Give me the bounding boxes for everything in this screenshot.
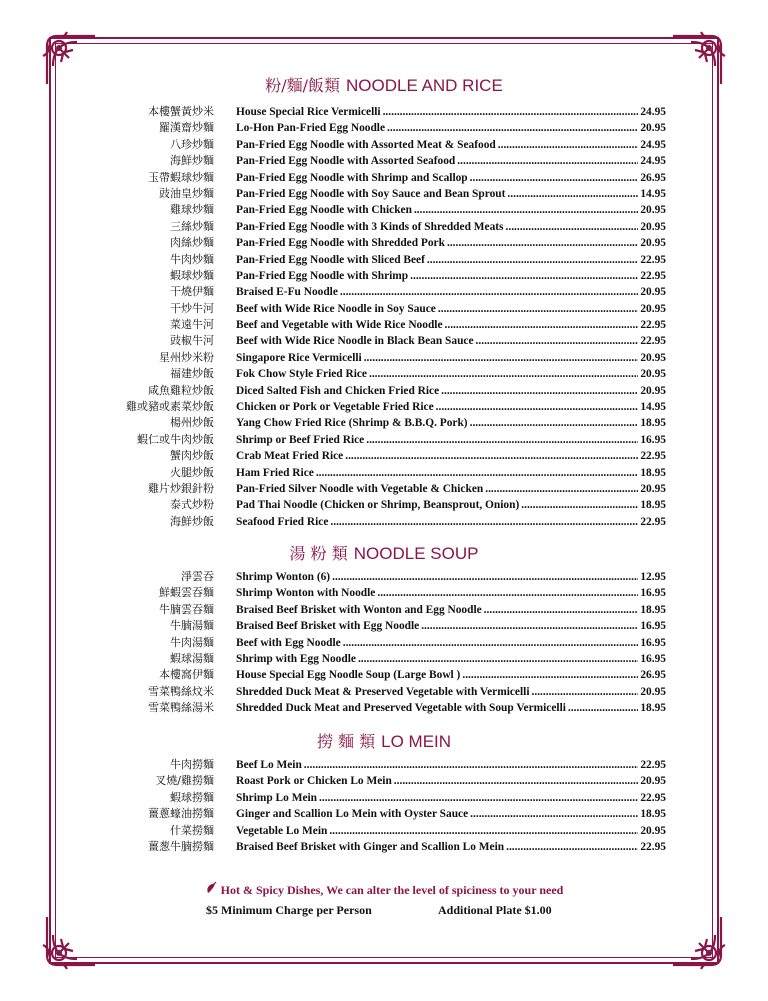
menu-item-cn: 鮮蝦雲吞麵 bbox=[159, 586, 214, 600]
menu-item-line bbox=[236, 839, 666, 855]
menu-item-line bbox=[236, 481, 666, 497]
menu-item-name: Pan-Fried Egg Noodle with Shredded Pork bbox=[236, 237, 445, 250]
menu-item-cn: 本樓蟹黃炒米 bbox=[148, 105, 214, 118]
menu-item bbox=[0, 202, 768, 218]
menu-item bbox=[0, 268, 768, 284]
menu-item-price: 22.95 bbox=[640, 335, 666, 348]
menu-item-cn: 叉燒/雞撈麵 bbox=[155, 774, 214, 788]
menu-item bbox=[0, 651, 768, 667]
menu-item-cn: 肉絲炒麵 bbox=[170, 236, 214, 250]
menu-item bbox=[0, 219, 768, 235]
menu-item-line bbox=[236, 684, 666, 700]
section-title-lo-mein bbox=[0, 729, 768, 752]
menu-item-cn: 蝦仁或牛肉炒飯 bbox=[137, 432, 214, 446]
menu-item bbox=[0, 366, 768, 382]
menu-item-name: Singapore Rice Vermicelli bbox=[236, 351, 362, 364]
section-title-noodle-rice bbox=[0, 73, 768, 96]
menu-item-price: 16.95 bbox=[640, 652, 666, 665]
menu-item-cn: 豉椒牛河 bbox=[170, 334, 214, 348]
spicy-note-text: Hot & Spicy Dishes, We can alter the level of spiciness to your need bbox=[220, 883, 564, 897]
menu-item-price: 24.95 bbox=[640, 138, 666, 151]
additional-plate: Additional Plate $1.00 bbox=[438, 903, 552, 917]
menu-item bbox=[0, 618, 768, 634]
menu-item-price: 14.95 bbox=[640, 401, 666, 414]
menu-item-cn: 薑蔥蠔油撈麵 bbox=[148, 807, 214, 821]
menu-item-price: 26.95 bbox=[640, 669, 666, 682]
menu-item-name: Pan-Fried Egg Noodle with Soy Sauce and Bean Sprout bbox=[236, 187, 506, 200]
menu-item-name: House Special Egg Noodle Soup (Large Bowl ) bbox=[236, 669, 461, 682]
leader-dots bbox=[304, 757, 639, 773]
leader-dots bbox=[568, 700, 638, 716]
section-title-en: NOODLE AND RICE bbox=[345, 76, 503, 95]
menu-item-line bbox=[236, 186, 666, 202]
ornamental-corner-icon bbox=[37, 907, 105, 975]
menu-item bbox=[0, 684, 768, 700]
leader-dots bbox=[421, 618, 638, 634]
menu-item-price: 20.95 bbox=[640, 482, 666, 495]
leader-dots bbox=[394, 773, 639, 789]
leader-dots bbox=[462, 667, 638, 683]
leader-dots bbox=[470, 806, 638, 822]
menu-item-line bbox=[236, 153, 666, 169]
menu-item-name: Shrimp or Beef Fried Rice bbox=[236, 433, 365, 446]
leader-dots bbox=[358, 651, 638, 667]
menu-item-cn: 雞或豬或素菜炒飯 bbox=[126, 400, 214, 414]
leader-dots bbox=[470, 170, 639, 186]
menu-item-name: Pan-Fried Egg Noodle with Chicken bbox=[236, 204, 412, 217]
menu-item bbox=[0, 415, 768, 431]
menu-item-cn: 羅漢齋炒麵 bbox=[159, 121, 214, 135]
menu-item-name: Beef with Egg Noodle bbox=[236, 636, 341, 649]
menu-item-line bbox=[236, 120, 666, 136]
menu-item-price: 22.95 bbox=[640, 840, 666, 853]
menu-item bbox=[0, 602, 768, 618]
leader-dots bbox=[506, 839, 638, 855]
menu-item-cn: 八珍炒麵 bbox=[170, 137, 214, 151]
menu-item bbox=[0, 137, 768, 153]
menu-item-line bbox=[236, 602, 666, 618]
menu-item bbox=[0, 120, 768, 136]
leader-dots bbox=[369, 366, 638, 382]
leader-dots bbox=[377, 585, 638, 601]
menu-item bbox=[0, 186, 768, 202]
menu-item-line bbox=[236, 823, 666, 839]
section-title-cn: 撈 麵 類 bbox=[316, 732, 376, 751]
leader-dots bbox=[332, 569, 638, 585]
menu-item-cn: 什菜撈麵 bbox=[170, 823, 214, 837]
menu-item-line bbox=[236, 651, 666, 667]
menu-item-cn: 蟹肉炒飯 bbox=[170, 449, 214, 463]
menu-item-line bbox=[236, 219, 666, 235]
leader-dots bbox=[366, 432, 638, 448]
menu-item-line bbox=[236, 569, 666, 585]
menu-item-price: 22.95 bbox=[640, 269, 666, 282]
menu-item-cn: 牛肉炒麵 bbox=[170, 252, 214, 266]
menu-item-cn: 牛腩湯麵 bbox=[170, 619, 214, 633]
menu-item-name: Yang Chow Fried Rice (Shrimp & B.B.Q. Pork) bbox=[236, 417, 468, 430]
menu-item-line bbox=[236, 585, 666, 601]
menu-item-price: 20.95 bbox=[640, 368, 666, 381]
menu-item-name: House Special Rice Vermicelli bbox=[236, 106, 381, 118]
menu-item-name: Shredded Duck Meat and Preserved Vegetable with Soup Vermicelli bbox=[236, 702, 566, 715]
menu-item-name: Braised Beef Brisket with Egg Noodle bbox=[236, 620, 420, 633]
menu-item-cn: 海鮮炒麵 bbox=[170, 154, 214, 168]
leader-dots bbox=[507, 186, 638, 202]
menu-item bbox=[0, 252, 768, 268]
menu-item-price: 20.95 bbox=[640, 351, 666, 364]
leader-dots bbox=[506, 219, 639, 235]
menu-item-line bbox=[236, 170, 666, 186]
leader-dots bbox=[345, 448, 638, 464]
menu-item-name: Shrimp with Egg Noodle bbox=[236, 652, 356, 665]
menu-item-line bbox=[236, 773, 666, 789]
menu-item-line bbox=[236, 383, 666, 399]
menu-item-line bbox=[236, 700, 666, 716]
menu-item-name: Pan-Fried Egg Noodle with Assorted Seafood bbox=[236, 155, 456, 168]
leader-dots bbox=[521, 497, 638, 513]
menu-item-line bbox=[236, 415, 666, 431]
menu-item-line bbox=[236, 497, 666, 513]
menu-item bbox=[0, 432, 768, 448]
menu-item bbox=[0, 839, 768, 855]
menu-item-name: Beef with Wide Rice Noodle in Soy Sauce bbox=[236, 302, 436, 315]
menu-item-price: 18.95 bbox=[640, 808, 666, 821]
menu-item bbox=[0, 465, 768, 481]
menu-item-price: 22.95 bbox=[640, 515, 666, 528]
leader-dots bbox=[447, 235, 638, 251]
menu-item-name: Shrimp Wonton (6) bbox=[236, 571, 331, 583]
section-title-en: NOODLE SOUP bbox=[353, 544, 479, 563]
menu-item-cn: 三絲炒麵 bbox=[170, 219, 214, 233]
menu-item bbox=[0, 235, 768, 251]
menu-item bbox=[0, 170, 768, 186]
leader-dots bbox=[427, 252, 638, 268]
menu-item-name: Fok Chow Style Fried Rice bbox=[236, 368, 367, 381]
menu-item-name: Shredded Duck Meat & Preserved Vegetable with Vermicelli bbox=[236, 685, 530, 698]
menu-item-cn: 干炒牛河 bbox=[170, 301, 214, 315]
leader-dots bbox=[532, 684, 639, 700]
menu-item bbox=[0, 104, 768, 120]
menu-item bbox=[0, 284, 768, 300]
menu-item-cn: 海鮮炒飯 bbox=[170, 514, 214, 528]
menu-item bbox=[0, 790, 768, 806]
menu-item-line bbox=[236, 806, 666, 822]
menu-item bbox=[0, 497, 768, 513]
menu-item-price: 20.95 bbox=[640, 220, 666, 233]
menu-item-cn: 牛肉撈麵 bbox=[170, 758, 214, 771]
leader-dots bbox=[410, 268, 638, 284]
menu-item bbox=[0, 757, 768, 773]
menu-item-line bbox=[236, 317, 666, 333]
menu-item bbox=[0, 481, 768, 497]
menu-item-name: Seafood Fried Rice bbox=[236, 515, 329, 528]
menu-item bbox=[0, 773, 768, 789]
leader-dots bbox=[498, 137, 639, 153]
menu-item bbox=[0, 569, 768, 585]
menu-item-price: 20.95 bbox=[640, 302, 666, 315]
menu-item-price: 16.95 bbox=[640, 636, 666, 649]
menu-item bbox=[0, 806, 768, 822]
leader-dots bbox=[438, 301, 638, 317]
menu-item-price: 18.95 bbox=[640, 603, 666, 616]
menu-item-price: 20.95 bbox=[640, 237, 666, 250]
leader-dots bbox=[484, 602, 639, 618]
menu-item-price: 16.95 bbox=[640, 433, 666, 446]
menu-item-name: Pad Thai Noodle (Chicken or Shrimp, Beansprout, Onion) bbox=[236, 499, 520, 512]
menu-item-cn: 蝦球炒麵 bbox=[170, 268, 214, 282]
menu-item-line bbox=[236, 333, 666, 349]
menu-item-cn: 牛肉湯麵 bbox=[170, 635, 214, 649]
chili-pepper-icon bbox=[205, 882, 217, 898]
menu-item-cn: 淨雲吞 bbox=[181, 570, 214, 583]
menu-item-line bbox=[236, 667, 666, 683]
leader-dots bbox=[445, 317, 639, 333]
menu-item-name: Crab Meat Fried Rice bbox=[236, 450, 344, 463]
menu-item bbox=[0, 823, 768, 839]
menu-item-price: 20.95 bbox=[640, 685, 666, 698]
menu-item-price: 20.95 bbox=[640, 122, 666, 135]
menu-item-price: 16.95 bbox=[640, 620, 666, 633]
menu-item-cn: 蝦球湯麵 bbox=[170, 651, 214, 665]
menu-item-line bbox=[236, 399, 666, 415]
leader-dots bbox=[316, 465, 639, 481]
menu-item-line bbox=[236, 618, 666, 634]
menu-item-line bbox=[236, 252, 666, 268]
menu-item-name: Chicken or Pork or Vegetable Fried Rice bbox=[236, 401, 434, 414]
menu-item bbox=[0, 514, 768, 530]
menu-item-name: Roast Pork or Chicken Lo Mein bbox=[236, 775, 392, 788]
menu-item-price: 12.95 bbox=[640, 571, 666, 583]
menu-item bbox=[0, 333, 768, 349]
menu-item-price: 22.95 bbox=[640, 319, 666, 332]
spicy-note bbox=[0, 882, 768, 898]
leader-dots bbox=[319, 790, 638, 806]
menu-item bbox=[0, 383, 768, 399]
menu-item-name: Shrimp Lo Mein bbox=[236, 791, 318, 804]
section-title-cn: 粉/麵/飯類 bbox=[265, 76, 340, 95]
menu-item-line bbox=[236, 301, 666, 317]
menu-item-cn: 雪菜鴨絲炆米 bbox=[148, 684, 214, 698]
menu-item-price: 22.95 bbox=[640, 450, 666, 463]
menu-item-name: Pan-Fried Egg Noodle with Shrimp bbox=[236, 269, 409, 282]
leader-dots bbox=[383, 104, 639, 120]
leader-dots bbox=[470, 415, 639, 431]
menu-item bbox=[0, 350, 768, 366]
menu-list-noodle-rice bbox=[0, 104, 768, 530]
menu-item-price: 20.95 bbox=[640, 286, 666, 299]
menu-item-cn: 薑葱牛腩撈麵 bbox=[148, 839, 214, 853]
menu-item bbox=[0, 399, 768, 415]
ornamental-corner-icon bbox=[663, 907, 731, 975]
menu-item-name: Pan-Fried Egg Noodle with 3 Kinds of Shredded Meats bbox=[236, 220, 504, 233]
menu-item-name: Beef with Wide Rice Noodle in Black Bean Sauce bbox=[236, 335, 474, 348]
menu-item-line bbox=[236, 202, 666, 218]
menu-item-name: Braised Beef Brisket with Ginger and Scallion Lo Mein bbox=[236, 840, 505, 853]
menu-item-cn: 火腿炒飯 bbox=[170, 465, 214, 479]
menu-item-price: 22.95 bbox=[640, 253, 666, 266]
menu-item-price: 20.95 bbox=[640, 775, 666, 788]
menu-item-price: 26.95 bbox=[640, 171, 666, 184]
menu-item-cn: 泰式炒粉 bbox=[170, 498, 214, 512]
menu-item-cn: 雪菜鴨絲湯米 bbox=[148, 701, 214, 715]
menu-item-price: 22.95 bbox=[640, 759, 666, 771]
menu-item-price: 24.95 bbox=[640, 155, 666, 168]
menu-item-line bbox=[236, 465, 666, 481]
menu-item-cn: 豉油皇炒麵 bbox=[159, 186, 214, 200]
menu-item-line bbox=[236, 104, 666, 120]
menu-item-price: 20.95 bbox=[640, 824, 666, 837]
menu-item-name: Braised Beef Brisket with Wonton and Egg Noodle bbox=[236, 603, 482, 616]
menu-item-line bbox=[236, 284, 666, 300]
menu-item-name: Pan-Fried Egg Noodle with Sliced Beef bbox=[236, 253, 425, 266]
menu-item-line bbox=[236, 790, 666, 806]
menu-item-cn: 雞片炒銀針粉 bbox=[148, 481, 214, 495]
leader-dots bbox=[340, 284, 638, 300]
menu-item-cn: 牛腩雲吞麵 bbox=[159, 602, 214, 616]
menu-item-cn: 咸魚雞粒炒飯 bbox=[148, 383, 214, 397]
menu-item-name: Vegetable Lo Mein bbox=[236, 824, 328, 837]
menu-item-cn: 玉帶蝦球炒麵 bbox=[148, 170, 214, 184]
menu-item bbox=[0, 700, 768, 716]
section-title-noodle-soup bbox=[0, 541, 768, 564]
menu-item-cn: 本樓窩伊麵 bbox=[159, 668, 214, 682]
leader-dots bbox=[485, 481, 638, 497]
menu-item-cn: 干燒伊麵 bbox=[170, 285, 214, 299]
menu-item-line bbox=[236, 366, 666, 382]
menu-item-name: Ham Fried Rice bbox=[236, 466, 314, 479]
menu-item-price: 18.95 bbox=[640, 466, 666, 479]
menu-item-name: Diced Salted Fish and Chicken Fried Rice bbox=[236, 384, 440, 397]
menu-item-cn: 星州炒米粉 bbox=[159, 350, 214, 364]
menu-item-line bbox=[236, 432, 666, 448]
menu-item-name: Pan-Fried Egg Noodle with Assorted Meat & Seafood bbox=[236, 138, 496, 151]
menu-item-name: Shrimp Wonton with Noodle bbox=[236, 587, 376, 600]
menu-item bbox=[0, 317, 768, 333]
leader-dots bbox=[330, 514, 638, 530]
menu-item bbox=[0, 667, 768, 683]
menu-item-price: 20.95 bbox=[640, 204, 666, 217]
menu-item-line bbox=[236, 235, 666, 251]
menu-item-price: 18.95 bbox=[640, 702, 666, 715]
menu-item-line bbox=[236, 514, 666, 530]
menu-item-price: 14.95 bbox=[640, 187, 666, 200]
section-title-en: LO MEIN bbox=[381, 732, 452, 751]
menu-item-line bbox=[236, 635, 666, 651]
menu-list-noodle-soup bbox=[0, 569, 768, 717]
leader-dots bbox=[343, 635, 639, 651]
menu-item-line bbox=[236, 448, 666, 464]
leader-dots bbox=[387, 120, 638, 136]
menu-item bbox=[0, 585, 768, 601]
menu-item-price: 18.95 bbox=[640, 417, 666, 430]
leader-dots bbox=[476, 333, 639, 349]
leader-dots bbox=[457, 153, 638, 169]
leader-dots bbox=[414, 202, 638, 218]
menu-item-name: Lo-Hon Pan-Fried Egg Noodle bbox=[236, 122, 386, 135]
menu-item bbox=[0, 635, 768, 651]
menu-item-price: 18.95 bbox=[640, 499, 666, 512]
menu-item-cn: 福建炒飯 bbox=[170, 367, 214, 381]
menu-item-name: Pan-Fried Silver Noodle with Vegetable & Chicken bbox=[236, 482, 484, 495]
menu-item bbox=[0, 448, 768, 464]
menu-item-name: Beef and Vegetable with Wide Rice Noodle bbox=[236, 319, 443, 332]
leader-dots bbox=[441, 383, 638, 399]
menu-item-cn: 菜遠牛河 bbox=[170, 318, 214, 332]
menu-item-price: 16.95 bbox=[640, 587, 666, 600]
menu-item-name: Pan-Fried Egg Noodle with Shrimp and Scallop bbox=[236, 171, 468, 184]
menu-item-line bbox=[236, 137, 666, 153]
menu-item-cn: 楊州炒飯 bbox=[170, 416, 214, 430]
menu-item-price: 20.95 bbox=[640, 384, 666, 397]
menu-item-line bbox=[236, 350, 666, 366]
menu-item-name: Ginger and Scallion Lo Mein with Oyster Sauce bbox=[236, 808, 469, 821]
leader-dots bbox=[436, 399, 639, 415]
menu-item bbox=[0, 153, 768, 169]
menu-item-price: 22.95 bbox=[640, 791, 666, 804]
minimum-charge: $5 Minimum Charge per Person bbox=[206, 903, 372, 917]
menu-item-price: 24.95 bbox=[640, 106, 666, 118]
menu-item-cn: 蝦球撈麵 bbox=[170, 790, 214, 804]
menu-item-name: Braised E-Fu Noodle bbox=[236, 286, 338, 299]
leader-dots bbox=[329, 823, 638, 839]
leader-dots bbox=[364, 350, 639, 366]
menu-item bbox=[0, 301, 768, 317]
menu-item-line bbox=[236, 757, 666, 773]
menu-list-lo-mein bbox=[0, 757, 768, 855]
section-title-cn: 湯 粉 類 bbox=[289, 544, 348, 563]
menu-item-cn: 雞球炒麵 bbox=[170, 203, 214, 217]
menu-item-name: Beef Lo Mein bbox=[236, 759, 302, 771]
menu-item-line bbox=[236, 268, 666, 284]
